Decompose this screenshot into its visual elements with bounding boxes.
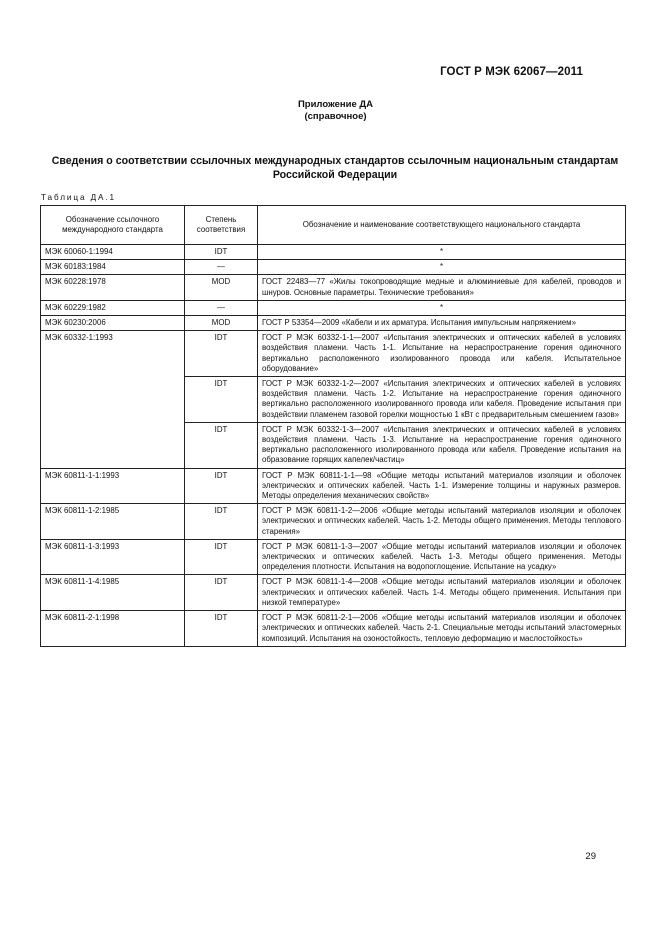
column-header-degree: Степень соответствия (185, 206, 258, 245)
degree-cell: MOD (185, 275, 258, 300)
degree-cell: MOD (185, 316, 258, 331)
national-standard-cell: ГОСТ Р МЭК 60332-1-2—2007 «Испытания электрических и оптических кабелей в условиях воздействия пламени. Часть 1-2. Испытание на нераспространение горения одиночного вертикально расположенного изолированного провода или кабеля. Проведение испытания при воздействии пламенем газовой горелки мощностью 1 кВт с предварительным смешением газов» (258, 377, 626, 423)
degree-cell: — (185, 300, 258, 315)
table-row (41, 575, 626, 611)
table-row (41, 504, 626, 540)
degree-cell: IDT (185, 422, 258, 468)
standards-table (40, 205, 626, 647)
intl-standard-cell: МЭК 60811-2-1:1998 (41, 611, 185, 647)
national-standard-cell: ГОСТ Р МЭК 60811-1-1—98 «Общие методы испытаний материалов изоляции и оболочек электрических и оптических кабелей. Часть 1-1. Измерение толщины и наружных размеров. Методы определения механических свойств» (258, 468, 626, 504)
degree-cell: IDT (185, 331, 258, 377)
degree-cell: IDT (185, 539, 258, 575)
page-number: 29 (585, 851, 596, 862)
national-standard-cell: * (258, 300, 626, 315)
degree-cell: IDT (185, 575, 258, 611)
intl-standard-cell: МЭК 60811-1-4:1985 (41, 575, 185, 611)
intl-standard-cell: МЭК 60230:2006 (41, 316, 185, 331)
intl-standard-cell: МЭК 60183:1984 (41, 260, 185, 275)
intl-standard-cell: МЭК 60229:1982 (41, 300, 185, 315)
intl-standard-cell: МЭК 60811-1-1:1993 (41, 468, 185, 504)
intl-standard-cell: МЭК 60332-1:1993 (41, 331, 185, 468)
table-row (41, 245, 626, 260)
table-row (41, 611, 626, 647)
section-title: Сведения о соответствии ссылочных международных стандартов ссылочным национальным стандартам Российской Федерации (51, 155, 619, 181)
national-standard-cell: ГОСТ Р 53354—2009 «Кабели и их арматура. Испытания импульсным напряжением» (258, 316, 626, 331)
appendix-heading (0, 99, 661, 123)
national-standard-cell: ГОСТ Р МЭК 60811-2-1—2006 «Общие методы испытаний материалов изоляции и оболочек электрических и оптических кабелей. Часть 2-1. Специальные методы испытаний эластомерных композиций. Испытания на озоностойкость, тепловую деформацию и маслостойкость» (258, 611, 626, 647)
table-row (41, 331, 626, 377)
document-code: ГОСТ Р МЭК 62067—2011 (440, 66, 583, 78)
intl-standard-cell: МЭК 60811-1-2:1985 (41, 504, 185, 540)
national-standard-cell: ГОСТ Р МЭК 60811-1-3—2007 «Общие методы испытаний материалов изоляции и оболочек электрических и оптических кабелей. Часть 1-3. Методы общего применения. Методы определения плотности. Испытания на водопоглощение. Испытание на усадку» (258, 539, 626, 575)
table-row (41, 539, 626, 575)
degree-cell: IDT (185, 468, 258, 504)
national-standard-cell: ГОСТ 22483—77 «Жилы токопроводящие медные и алюминиевые для кабелей, проводов и шнуров. Основные параметры. Технические требования» (258, 275, 626, 300)
table-row (41, 468, 626, 504)
column-header-international: Обозначение ссылочного международного стандарта (41, 206, 185, 245)
table-row (41, 275, 626, 300)
appendix-subtitle: (справочное) (304, 111, 367, 122)
table-header-row (41, 206, 626, 245)
degree-cell: IDT (185, 377, 258, 423)
table-row (41, 300, 626, 315)
national-standard-cell: * (258, 245, 626, 260)
intl-standard-cell: МЭК 60811-1-3:1993 (41, 539, 185, 575)
degree-cell: IDT (185, 245, 258, 260)
table-row (41, 316, 626, 331)
table-row (41, 260, 626, 275)
intl-standard-cell: МЭК 60060-1:1994 (41, 245, 185, 260)
national-standard-cell: ГОСТ Р МЭК 60332-1-1—2007 «Испытания электрических и оптических кабелей в условиях воздействия пламени. Часть 1-1. Испытание на нераспространение горения одиночного вертикально расположенного изолированного провода или кабеля. Испытательное оборудование» (258, 331, 626, 377)
national-standard-cell: ГОСТ Р МЭК 60332-1-3—2007 «Испытания электрических и оптических кабелей в условиях воздействия пламени. Часть 1-3. Испытание на нераспространение горения одиночного вертикально расположенного изолированного провода или кабеля. Проведение испытания на образование горящих капелек/частиц» (258, 422, 626, 468)
table-caption: Таблица ДА.1 (41, 193, 117, 202)
appendix-title: Приложение ДА (297, 99, 374, 110)
national-standard-cell: ГОСТ Р МЭК 60811-1-2—2006 «Общие методы испытаний материалов изоляции и оболочек электрических и оптических кабелей. Часть 1-2. Методы общего применения. Методы теплового старения» (258, 504, 626, 540)
national-standard-cell: * (258, 260, 626, 275)
degree-cell: — (185, 260, 258, 275)
intl-standard-cell: МЭК 60228:1978 (41, 275, 185, 300)
degree-cell: IDT (185, 504, 258, 540)
national-standard-cell: ГОСТ Р МЭК 60811-1-4—2008 «Общие методы испытаний материалов изоляции и оболочек электрических и оптических кабелей. Часть 1-4. Методы общего применения. Испытания при низкой температуре» (258, 575, 626, 611)
degree-cell: IDT (185, 611, 258, 647)
column-header-national: Обозначение и наименование соответствующего национального стандарта (258, 206, 626, 245)
